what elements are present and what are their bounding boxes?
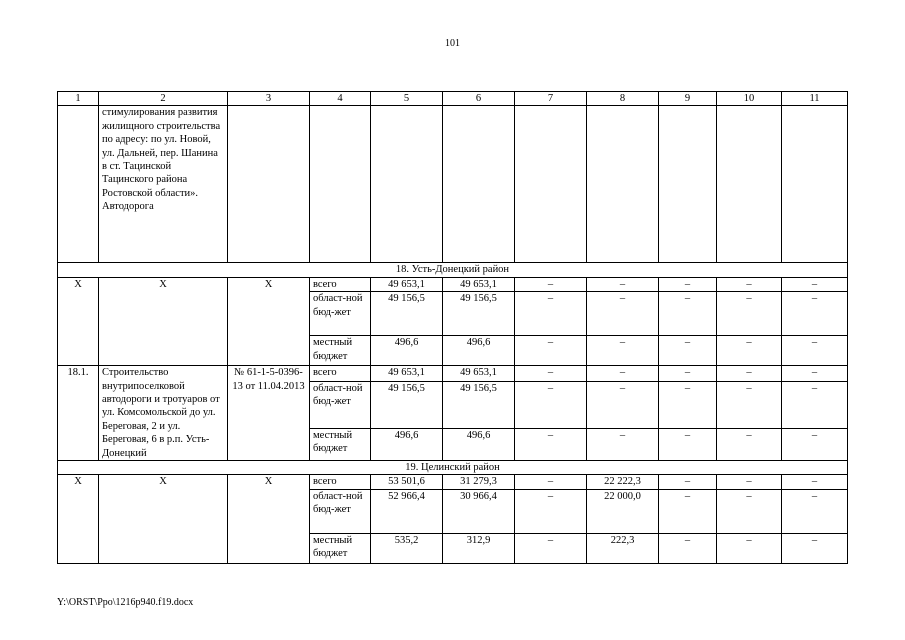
value-cell: 496,6 xyxy=(371,336,443,366)
table-cell xyxy=(782,106,848,263)
value-cell: – xyxy=(717,381,782,428)
value-cell: 49 156,5 xyxy=(371,292,443,336)
value-cell: – xyxy=(717,489,782,533)
value-cell: 496,6 xyxy=(443,336,515,366)
row-number-cell: Х xyxy=(58,475,99,563)
continuation-row xyxy=(58,106,848,263)
value-cell: 31 279,3 xyxy=(443,475,515,489)
object-name-cell: Х xyxy=(99,475,228,563)
value-cell: – xyxy=(717,475,782,489)
page-number: 101 xyxy=(445,38,460,49)
total-row xyxy=(58,475,848,489)
value-cell: – xyxy=(659,533,717,563)
value-cell: – xyxy=(659,292,717,336)
value-cell: – xyxy=(717,366,782,381)
value-cell: 49 156,5 xyxy=(443,381,515,428)
value-cell: 222,3 xyxy=(587,533,659,563)
header-cell: 10 xyxy=(717,92,782,106)
value-cell: 49 653,1 xyxy=(371,277,443,291)
section-title-row xyxy=(58,263,848,277)
value-cell: 22 222,3 xyxy=(587,475,659,489)
header-cell: 11 xyxy=(782,92,848,106)
value-cell: – xyxy=(515,277,587,291)
value-cell: – xyxy=(782,428,848,460)
value-cell: – xyxy=(717,533,782,563)
table-cell xyxy=(659,106,717,263)
header-cell: 6 xyxy=(443,92,515,106)
section-title: 19. Целинский район xyxy=(58,461,848,475)
budget-table xyxy=(57,91,848,564)
value-cell: – xyxy=(717,336,782,366)
header-cell: 9 xyxy=(659,92,717,106)
funding-type-cell: местный бюджет xyxy=(310,336,371,366)
value-cell: – xyxy=(515,533,587,563)
value-cell: – xyxy=(782,277,848,291)
value-cell: – xyxy=(659,475,717,489)
header-cell: 2 xyxy=(99,92,228,106)
value-cell: 53 501,6 xyxy=(371,475,443,489)
value-cell: – xyxy=(782,533,848,563)
table-cell xyxy=(443,106,515,263)
funding-type-cell: всего xyxy=(310,366,371,381)
value-cell: 535,2 xyxy=(371,533,443,563)
funding-type-cell: област-ной бюд-жет xyxy=(310,489,371,533)
value-cell: – xyxy=(659,428,717,460)
continuation-text: стимулирования развития жилищного строительства по адресу: по ул. Новой, ул. Дальней, пер. Шанина в ст. Тацинской Тацинского района Ростовской области». Автодорога xyxy=(99,106,228,263)
value-cell: – xyxy=(515,381,587,428)
funding-type-cell: област-ной бюд-жет xyxy=(310,292,371,336)
object-name-cell: Х xyxy=(99,277,228,365)
value-cell: 30 966,4 xyxy=(443,489,515,533)
header-cell: 5 xyxy=(371,92,443,106)
header-cell: 8 xyxy=(587,92,659,106)
value-cell: – xyxy=(659,277,717,291)
value-cell: – xyxy=(587,366,659,381)
header-cell: 3 xyxy=(228,92,310,106)
value-cell: – xyxy=(717,428,782,460)
value-cell: – xyxy=(717,277,782,291)
table-cell xyxy=(717,106,782,263)
funding-type-cell: местный бюджет xyxy=(310,428,371,460)
header-row xyxy=(58,92,848,106)
value-cell: 49 653,1 xyxy=(443,366,515,381)
table-cell xyxy=(58,106,99,263)
section-title: 18. Усть-Донецкий район xyxy=(58,263,848,277)
document-cell: Х xyxy=(228,277,310,365)
document-cell: № 61-1-5-0396-13 от 11.04.2013 xyxy=(228,366,310,461)
table-cell xyxy=(310,106,371,263)
value-cell: 49 653,1 xyxy=(443,277,515,291)
value-cell: – xyxy=(782,381,848,428)
value-cell: – xyxy=(659,381,717,428)
header-cell: 1 xyxy=(58,92,99,106)
value-cell: 49 653,1 xyxy=(371,366,443,381)
value-cell: – xyxy=(515,489,587,533)
value-cell: – xyxy=(587,381,659,428)
row-number-cell: 18.1. xyxy=(58,366,99,461)
value-cell: – xyxy=(782,336,848,366)
table-cell xyxy=(371,106,443,263)
value-cell: – xyxy=(515,292,587,336)
section-title-row xyxy=(58,461,848,475)
document-cell: Х xyxy=(228,475,310,563)
value-cell: 312,9 xyxy=(443,533,515,563)
value-cell: – xyxy=(587,277,659,291)
value-cell: – xyxy=(782,366,848,381)
value-cell: 49 156,5 xyxy=(443,292,515,336)
value-cell: – xyxy=(782,489,848,533)
value-cell: – xyxy=(515,366,587,381)
value-cell: 52 966,4 xyxy=(371,489,443,533)
object-row xyxy=(58,366,848,381)
value-cell: – xyxy=(587,336,659,366)
value-cell: – xyxy=(782,292,848,336)
object-name-cell: Строительство внутрипоселковой автодороги и тротуаров от ул. Комсомольской до ул. Береговая, 2 и ул. Береговая, 6 в р.п. Усть-Донецкий xyxy=(99,366,228,461)
funding-type-cell: всего xyxy=(310,277,371,291)
value-cell: – xyxy=(659,366,717,381)
value-cell: – xyxy=(587,292,659,336)
value-cell: 22 000,0 xyxy=(587,489,659,533)
value-cell: 49 156,5 xyxy=(371,381,443,428)
table-cell xyxy=(515,106,587,263)
table-cell xyxy=(587,106,659,263)
value-cell: – xyxy=(587,428,659,460)
value-cell: – xyxy=(659,489,717,533)
value-cell: – xyxy=(515,428,587,460)
funding-type-cell: област-ной бюд-жет xyxy=(310,381,371,428)
header-cell: 7 xyxy=(515,92,587,106)
row-number-cell: Х xyxy=(58,277,99,365)
funding-type-cell: местный бюджет xyxy=(310,533,371,563)
header-cell: 4 xyxy=(310,92,371,106)
value-cell: – xyxy=(515,475,587,489)
value-cell: 496,6 xyxy=(443,428,515,460)
value-cell: – xyxy=(659,336,717,366)
table-cell xyxy=(228,106,310,263)
value-cell: – xyxy=(782,475,848,489)
funding-type-cell: всего xyxy=(310,475,371,489)
footer-file-path: Y:\ORST\Ppo\1216p940.f19.docx xyxy=(57,597,194,608)
value-cell: 496,6 xyxy=(371,428,443,460)
value-cell: – xyxy=(515,336,587,366)
value-cell: – xyxy=(717,292,782,336)
total-row xyxy=(58,277,848,291)
